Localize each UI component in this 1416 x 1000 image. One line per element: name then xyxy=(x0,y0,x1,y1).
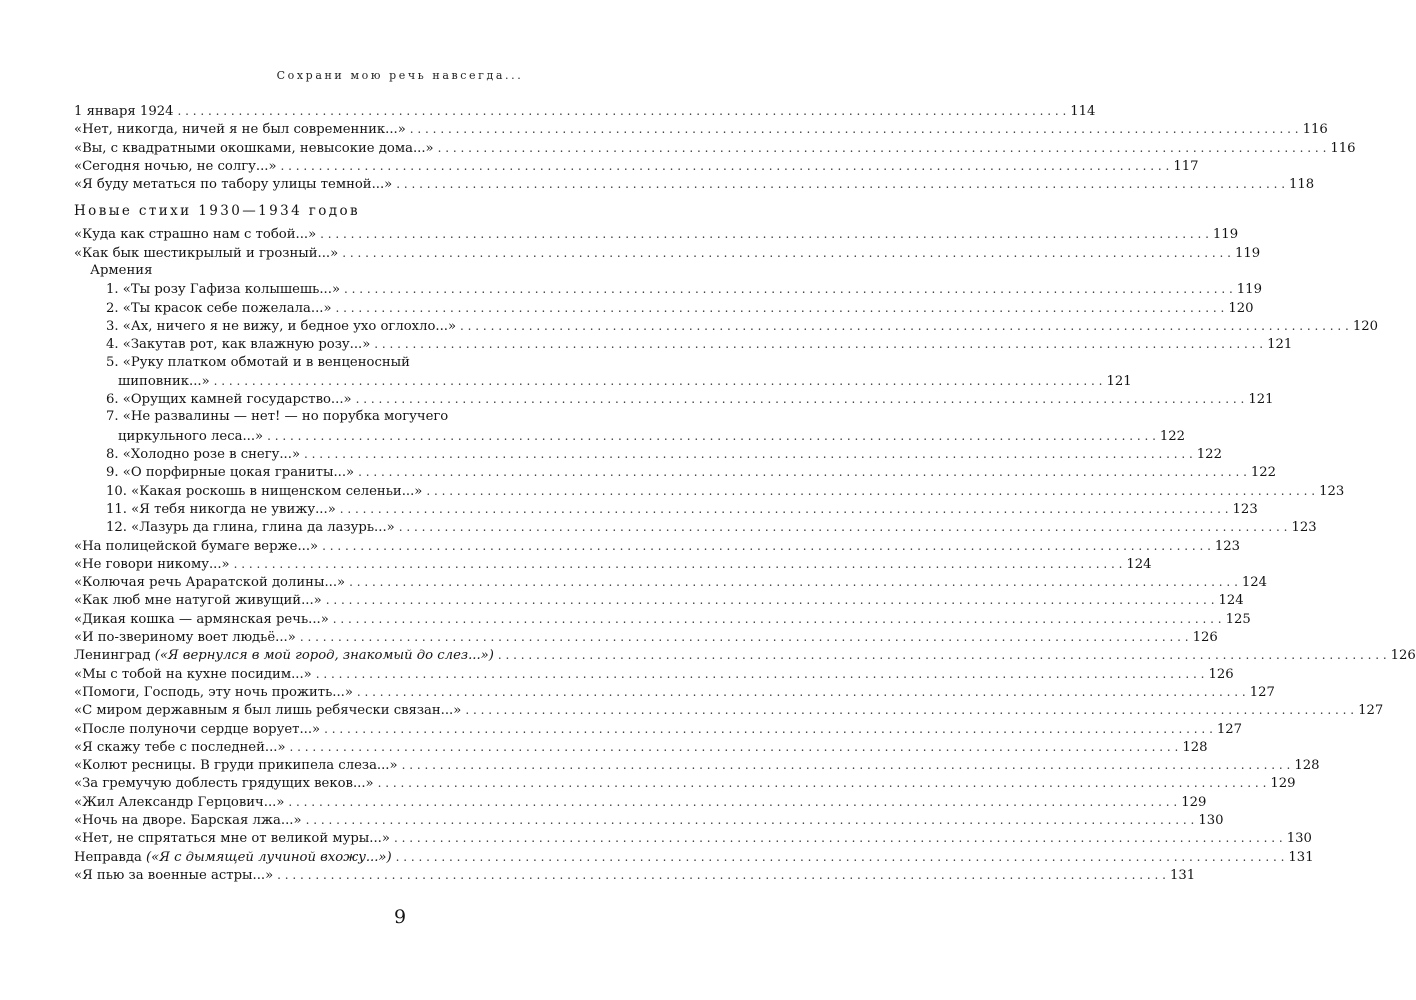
toc-entry xyxy=(74,774,1296,792)
toc-entry-page: 124 xyxy=(1126,556,1152,572)
toc-entry-title-text: 10. «Какая роскошь в нищенском селеньи...» xyxy=(106,483,423,499)
dot-leader xyxy=(460,317,1349,335)
dot-leader xyxy=(290,738,1179,756)
toc-entry-page: 127 xyxy=(1216,721,1243,737)
toc-bottom-group xyxy=(74,537,1416,885)
toc-entry-page: 114 xyxy=(1070,104,1096,119)
dot-leader xyxy=(277,866,1166,884)
toc-entry-title-text: «Ночь на дворе. Барская лжа...» xyxy=(74,812,302,828)
toc-entry-title xyxy=(74,556,230,574)
toc-entry xyxy=(74,829,1312,847)
dot-leader xyxy=(178,102,1067,120)
toc-entry-page: 121 xyxy=(1106,373,1132,389)
toc-entry-title-text: «И по-звериному воет людьё...» xyxy=(74,630,296,646)
toc-entry-title-text: шиповник...» xyxy=(118,373,210,389)
toc-entry-title xyxy=(74,647,494,665)
toc-entry xyxy=(74,317,1378,335)
toc-entry-subtitle: («Я вернулся в мой город, знакомый до слез...») xyxy=(154,648,494,664)
toc-entry-title xyxy=(74,629,296,647)
toc-top-group xyxy=(74,102,1356,193)
toc-entry-page: 128 xyxy=(1294,758,1320,774)
toc-entry-title xyxy=(74,245,338,263)
toc-entry-title xyxy=(74,830,390,848)
dot-leader xyxy=(357,683,1246,701)
toc-entry-title xyxy=(106,501,336,519)
toc-entry-title xyxy=(74,103,174,121)
dot-leader xyxy=(358,463,1247,481)
armenia-cycle-items xyxy=(74,280,1378,536)
toc-entry-title xyxy=(74,592,322,610)
toc-entry xyxy=(74,646,1416,664)
toc-entry-title xyxy=(106,281,340,299)
running-header: Сохрани мою речь навсегда... xyxy=(276,69,524,82)
toc-entry-page: 130 xyxy=(1286,831,1312,847)
dot-leader xyxy=(304,445,1193,463)
toc-entry-title xyxy=(74,666,312,684)
toc-entry-title-text: 4. «Закутав рот, как влажную розу...» xyxy=(106,337,371,353)
dot-leader xyxy=(326,591,1215,609)
dot-leader xyxy=(349,573,1238,591)
toc-entry-title xyxy=(106,336,370,354)
toc-entry xyxy=(74,500,1258,518)
toc-entry-title xyxy=(106,409,448,424)
dot-leader xyxy=(214,372,1103,390)
toc-entry xyxy=(74,756,1320,774)
toc-entry-title-text: «Сегодня ночью, не солгу...» xyxy=(74,158,277,174)
dot-leader xyxy=(344,280,1233,298)
toc-entry-page: 126 xyxy=(1390,648,1416,664)
toc-entry-title-text: 1. «Ты розу Гафиза колышешь...» xyxy=(106,282,341,298)
toc-entry xyxy=(74,445,1222,463)
toc-entry-page: 122 xyxy=(1196,447,1222,463)
page-number: 9 xyxy=(393,906,407,928)
toc-entry xyxy=(74,120,1328,138)
toc-entry xyxy=(74,683,1275,701)
toc-entry-title xyxy=(106,519,395,537)
toc-entry xyxy=(74,848,1314,866)
toc-entry-page: 130 xyxy=(1198,812,1224,828)
toc-entry-title-text: «На полицейской бумаге верже...» xyxy=(74,538,319,554)
toc-entry xyxy=(74,555,1152,573)
toc-entry-title-text: «Я скажу тебе с последней...» xyxy=(74,739,286,755)
toc-entry xyxy=(74,463,1277,481)
toc-entry-title xyxy=(74,849,392,867)
toc-entry-page: 127 xyxy=(1358,703,1384,719)
dot-leader xyxy=(234,555,1123,573)
toc-entry xyxy=(74,537,1241,555)
toc-entry-page: 131 xyxy=(1169,867,1196,883)
toc-entry-page: 123 xyxy=(1291,520,1317,536)
toc-entry-title xyxy=(106,318,456,336)
dot-leader xyxy=(281,157,1170,175)
toc-entry-page: 129 xyxy=(1270,776,1296,792)
toc-entry-page: 129 xyxy=(1181,794,1207,810)
toc-entry xyxy=(74,518,1317,536)
toc-entry-title xyxy=(74,140,434,158)
dot-leader xyxy=(402,756,1291,774)
toc-entry xyxy=(74,573,1268,591)
toc-entry-title-text: «Нет, не спрятаться мне от великой муры...» xyxy=(74,831,390,847)
toc-entry-page: 121 xyxy=(1248,392,1274,408)
toc-entry-title-text: «Колючая речь Араратской долины...» xyxy=(74,575,346,591)
toc-entry xyxy=(74,793,1207,811)
toc-entry-page: 125 xyxy=(1225,611,1251,627)
toc-entry xyxy=(74,427,1186,445)
toc-entry-page: 126 xyxy=(1192,630,1218,646)
toc-entry-title xyxy=(118,373,210,391)
dot-leader xyxy=(356,390,1245,408)
toc-entry-title xyxy=(106,483,422,501)
toc-entry-title xyxy=(74,739,286,757)
toc-entry-title xyxy=(74,794,284,812)
toc-entry-page: 123 xyxy=(1232,501,1258,517)
dot-leader xyxy=(320,225,1209,243)
dot-leader xyxy=(322,537,1211,555)
toc-entry xyxy=(74,372,1132,390)
dot-leader xyxy=(342,244,1231,262)
toc-entry-title-text: «Мы с тобой на кухне посидим...» xyxy=(74,666,312,682)
toc-entry-page: 119 xyxy=(1234,245,1261,261)
dot-leader xyxy=(374,335,1263,353)
toc-entry xyxy=(74,610,1251,628)
toc-entry-title-text: «Колют ресницы. В груди прикипела слеза...» xyxy=(74,758,398,774)
toc-entry-title xyxy=(74,721,320,739)
toc-entry-title-text: «Дикая кошка — армянская речь...» xyxy=(74,611,329,627)
toc-entry-page: 131 xyxy=(1288,849,1314,865)
toc-entry xyxy=(74,720,1243,738)
toc-entry xyxy=(74,591,1244,609)
toc-entry xyxy=(74,482,1345,500)
toc-entry-page: 128 xyxy=(1182,739,1208,755)
toc-entry-title-text: «Куда как страшно нам с тобой...» xyxy=(74,227,317,243)
toc-entry-title-text: 11. «Я тебя никогда не увижу...» xyxy=(106,501,336,517)
toc-entry-title-text: Неправда xyxy=(74,849,142,865)
toc-entry-title xyxy=(74,812,302,830)
toc-entry-title xyxy=(74,775,374,793)
toc-entry-page: 117 xyxy=(1173,158,1199,174)
dot-leader xyxy=(498,646,1387,664)
toc-entry-page: 116 xyxy=(1302,122,1328,138)
toc-entry-title xyxy=(106,464,354,482)
toc-entry-page: 122 xyxy=(1159,428,1186,444)
toc-entry-title xyxy=(74,611,329,629)
dot-leader xyxy=(333,610,1222,628)
toc-entry-page: 126 xyxy=(1208,666,1234,682)
toc-entry-page: 116 xyxy=(1330,140,1356,156)
toc-entry-title xyxy=(106,300,332,318)
toc-entry xyxy=(74,225,1239,243)
toc-entry-title xyxy=(74,176,392,194)
dot-leader xyxy=(340,500,1229,518)
toc-entry-title-text: 1 января 1924 xyxy=(74,104,174,119)
toc-entry-title xyxy=(106,446,300,464)
dot-leader xyxy=(399,518,1288,536)
toc-entry-page: 120 xyxy=(1352,318,1378,334)
toc-entry xyxy=(74,139,1356,157)
toc-entry xyxy=(74,390,1274,408)
toc-entry-subtitle: («Я с дымящей лучиной вхожу...») xyxy=(146,849,392,865)
toc-entry-page: 119 xyxy=(1236,282,1262,298)
toc-entry-title-text: 2. «Ты красок себе пожелала...» xyxy=(106,300,332,316)
toc-entry-title xyxy=(74,226,316,244)
toc-entry xyxy=(74,299,1254,317)
toc-entry-title-text: 12. «Лазурь да глина, глина да лазурь...» xyxy=(106,520,395,536)
dot-leader xyxy=(396,848,1285,866)
toc-entry xyxy=(74,628,1218,646)
toc-entry xyxy=(74,738,1208,756)
toc-entry-title xyxy=(106,391,352,409)
toc-entry-page: 121 xyxy=(1267,337,1293,353)
dot-leader xyxy=(378,774,1267,792)
toc-entry-title-text: 7. «Не развалины — нет! — но порубка могучего xyxy=(106,409,449,425)
toc-entry-page: 123 xyxy=(1319,483,1345,499)
dot-leader xyxy=(465,701,1354,719)
dot-leader xyxy=(426,482,1315,500)
toc-entry-page: 119 xyxy=(1212,227,1239,243)
toc-entry xyxy=(74,354,685,372)
dot-leader xyxy=(267,427,1156,445)
toc-entry-title-text: «Нет, никогда, ничей я не был современник...» xyxy=(74,122,406,138)
toc-entry-title xyxy=(74,121,406,139)
toc-entry xyxy=(74,665,1234,683)
toc-entry xyxy=(74,408,685,426)
dot-leader xyxy=(288,793,1177,811)
dot-leader xyxy=(336,299,1225,317)
dot-leader xyxy=(394,829,1283,847)
toc-entry-title xyxy=(74,702,461,720)
toc-entry xyxy=(74,335,1293,353)
dot-leader xyxy=(438,139,1327,157)
toc-entry-page: 122 xyxy=(1250,465,1277,481)
toc-entry-page: 118 xyxy=(1289,177,1315,193)
toc-entry xyxy=(74,157,1199,175)
toc-entry-title xyxy=(106,355,410,370)
toc-entry xyxy=(74,701,1384,719)
toc-entry xyxy=(74,866,1196,884)
toc-entry-title-text: 8. «Холодно розе в снегу...» xyxy=(106,447,301,463)
toc-entry-title-text: 5. «Руку платком обмотай и в венценосный xyxy=(106,354,410,370)
toc-entry-title xyxy=(74,757,398,775)
toc-entry-title xyxy=(74,867,273,885)
toc-entry xyxy=(74,102,1096,120)
toc-entry xyxy=(74,811,1224,829)
dot-leader xyxy=(300,628,1189,646)
toc-entry-title-text: «Вы, с квадратными окошками, невысокие дома...» xyxy=(74,140,434,156)
toc-entry-title xyxy=(118,428,263,446)
table-of-contents xyxy=(74,102,1416,884)
toc-entry-title-text: «С миром державным я был лишь ребячески связан...» xyxy=(74,703,462,719)
toc-entry-title-text: «Как люб мне натугой живущий...» xyxy=(74,593,322,609)
toc-entry-title xyxy=(74,538,318,556)
toc-entry-page: 124 xyxy=(1218,593,1244,609)
toc-entry-title-text: Ленинград xyxy=(74,648,151,664)
toc-entry-title-text: «Помоги, Господь, эту ночь прожить...» xyxy=(74,684,353,700)
toc-entry xyxy=(74,280,1262,298)
dot-leader xyxy=(306,811,1195,829)
toc-entry-title-text: «За гремучую доблесть грядущих веков...» xyxy=(74,776,374,792)
dot-leader xyxy=(324,720,1213,738)
dot-leader xyxy=(396,175,1285,193)
toc-entry-title-text: «Я буду метаться по табору улицы темной...» xyxy=(74,177,393,193)
armenia-cycle-label: Армения xyxy=(90,263,153,279)
toc-entry-title xyxy=(74,574,345,592)
section-heading: Новые стихи 1930—1934 годов xyxy=(74,203,361,220)
toc-entry-title-text: «После полуночи сердце ворует...» xyxy=(74,721,321,737)
toc-entry xyxy=(74,175,1315,193)
toc-entry-title-text: «Я пью за военные астры...» xyxy=(74,867,274,883)
toc-entry xyxy=(74,244,1261,262)
toc-entry-page: 120 xyxy=(1228,300,1254,316)
toc-entry-title-text: 6. «Орущих камней государство...» xyxy=(106,392,352,408)
dot-leader xyxy=(316,665,1205,683)
toc-entry-title-text: «Как бык шестикрылый и грозный...» xyxy=(74,245,339,261)
toc-entry-title xyxy=(74,684,353,702)
toc-entry-title-text: циркульного леса...» xyxy=(118,428,264,444)
toc-entry-title-text: «Не говори никому...» xyxy=(74,556,230,572)
toc-entry-title-text: 3. «Ах, ничего я не вижу, и бедное ухо оглохло...» xyxy=(106,318,457,334)
toc-entry-title-text: «Жил Александр Герцович...» xyxy=(74,794,285,810)
toc-section-group xyxy=(74,225,1261,262)
toc-entry-page: 127 xyxy=(1249,684,1275,700)
dot-leader xyxy=(410,120,1299,138)
toc-entry-page: 124 xyxy=(1241,575,1268,591)
toc-entry-page: 123 xyxy=(1214,538,1241,554)
toc-entry-title xyxy=(74,158,277,176)
toc-entry-title-text: 9. «О порфирные цокая граниты...» xyxy=(106,465,355,481)
